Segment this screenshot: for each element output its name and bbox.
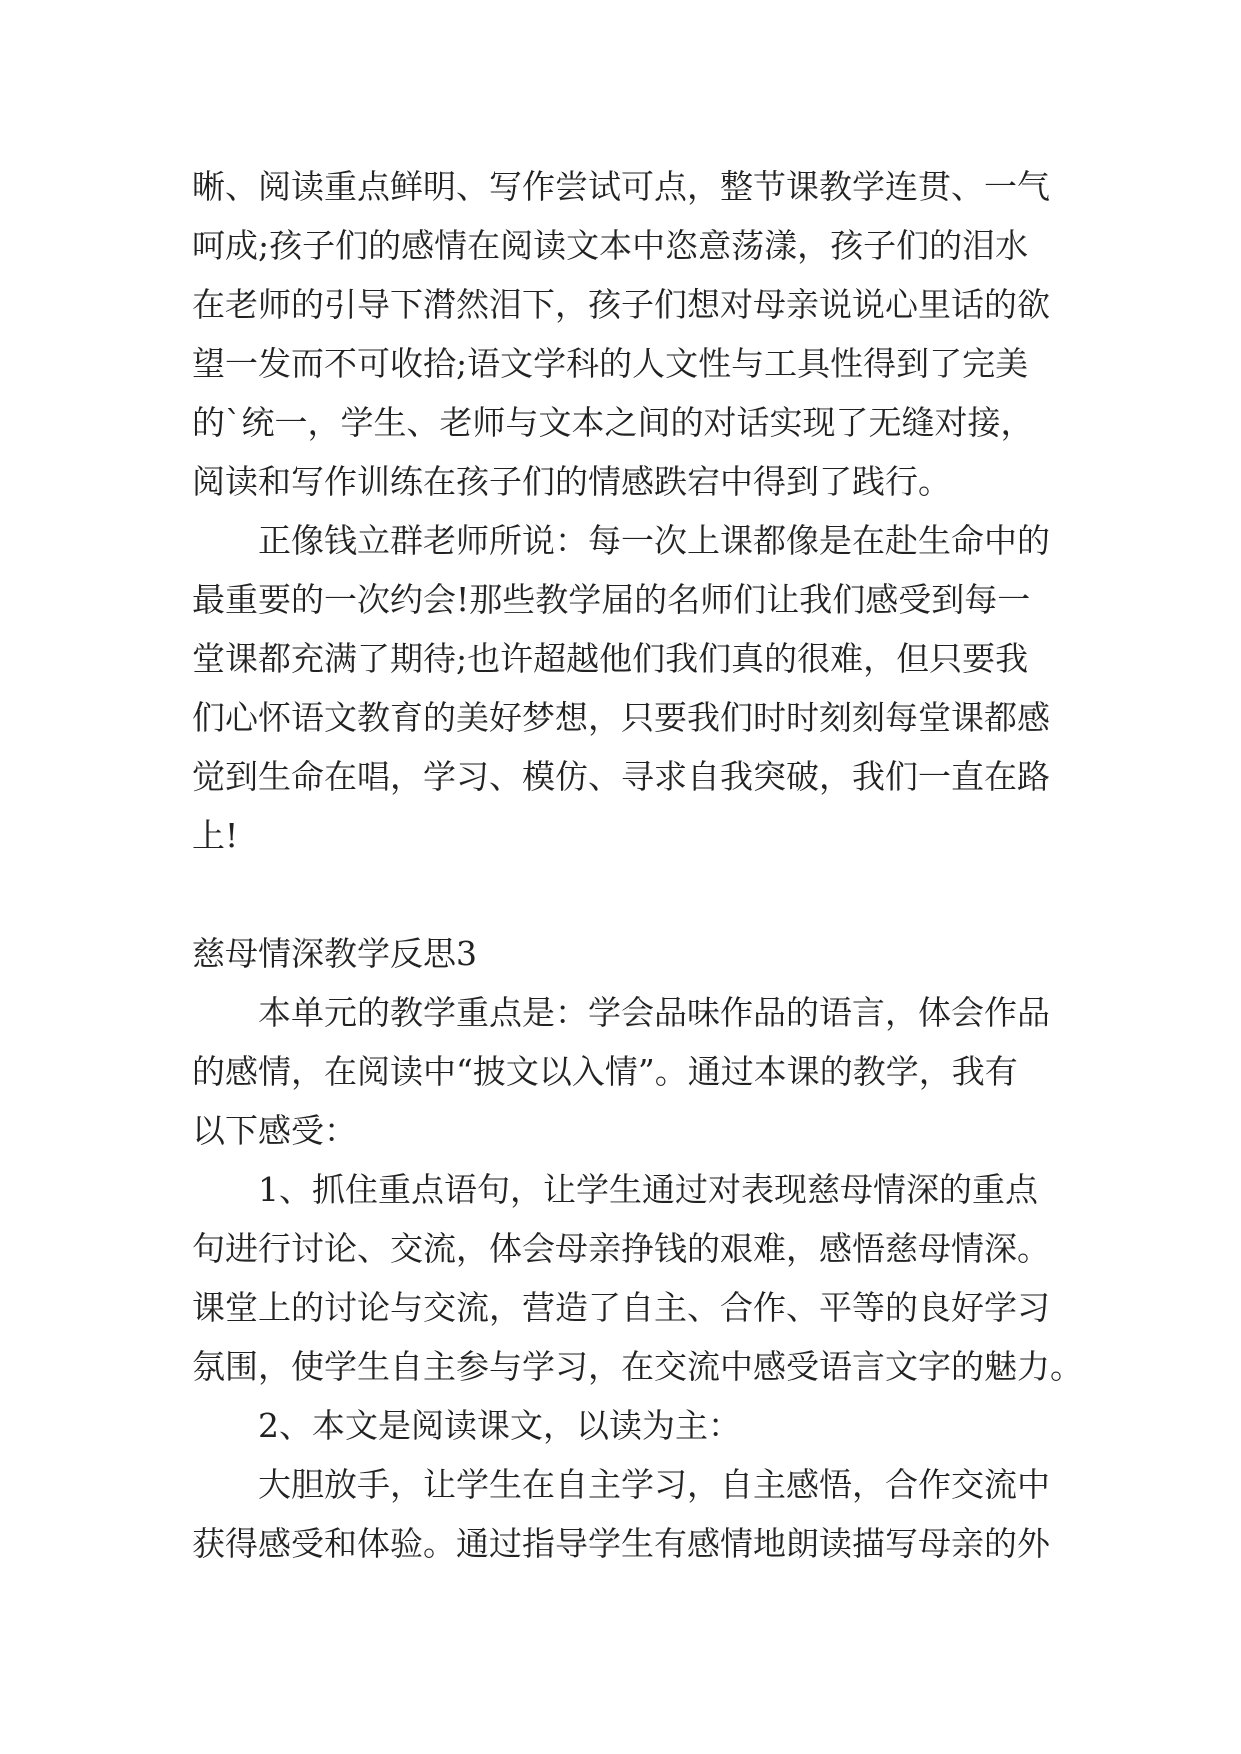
text-line: 获得感受和体验。通过指导学生有感情地朗读描写母亲的外 [192, 1524, 1050, 1563]
paragraph-6 [192, 1455, 1052, 1573]
text-line: 上! [192, 816, 239, 855]
paragraph-5 [192, 1396, 1052, 1455]
paragraph-2 [192, 511, 1052, 865]
text-line: 1、抓住重点语句，让学生通过对表现慈母情深的重点 [258, 1170, 1038, 1209]
text-line: 在老师的引导下潸然泪下，孩子们想对母亲说说心里话的欲 [192, 285, 1050, 324]
text-line: 句进行讨论、交流，体会母亲挣钱的艰难，感悟慈母情深。 [192, 1229, 1050, 1268]
paragraph-3 [192, 983, 1052, 1160]
text-line: 望一发而不可收拾;语文学科的人文性与工具性得到了完美 [192, 344, 1029, 383]
text-line: 氛围，使学生自主参与学习，在交流中感受语言文字的魅力。 [192, 1347, 1083, 1386]
text-line: 的`统一，学生、老师与文本之间的对话实现了无缝对接， [192, 403, 1034, 442]
text-line: 们心怀语文教育的美好梦想，只要我们时时刻刻每堂课都感 [192, 698, 1050, 737]
paragraph-1 [192, 157, 1052, 511]
text-line: 以下感受： [192, 1111, 357, 1150]
text-line: 堂课都充满了期待;也许超越他们我们真的很难，但只要我 [192, 639, 1029, 678]
text-line: 2、本文是阅读课文，以读为主： [258, 1406, 741, 1445]
text-line: 晰、阅读重点鲜明、写作尝试可点，整节课教学连贯、一气 [192, 167, 1050, 206]
text-line: 大胆放手，让学生在自主学习，自主感悟，合作交流中 [258, 1465, 1050, 1504]
text-line: 阅读和写作训练在孩子们的情感跌宕中得到了践行。 [192, 462, 951, 501]
text-line: 课堂上的讨论与交流，营造了自主、合作、平等的良好学习 [192, 1288, 1050, 1327]
section-heading: 慈母情深教学反思3 [192, 934, 477, 973]
text-line: 正像钱立群老师所说：每一次上课都像是在赴生命中的 [258, 521, 1050, 560]
text-line: 最重要的一次约会!那些教学届的名师们让我们感受到每一 [192, 580, 1031, 619]
document-body [192, 157, 1083, 1573]
text-line: 的感情，在阅读中“披文以入情”。通过本课的教学，我有 [192, 1052, 1018, 1091]
text-line: 觉到生命在唱，学习、模仿、寻求自我突破，我们一直在路 [192, 757, 1050, 796]
text-line: 呵成;孩子们的感情在阅读文本中恣意荡漾，孩子们的泪水 [192, 226, 1029, 265]
paragraph-4 [192, 1160, 1083, 1396]
paragraph-spacer [192, 865, 1052, 924]
text-line: 本单元的教学重点是：学会品味作品的语言，体会作品 [258, 993, 1050, 1032]
